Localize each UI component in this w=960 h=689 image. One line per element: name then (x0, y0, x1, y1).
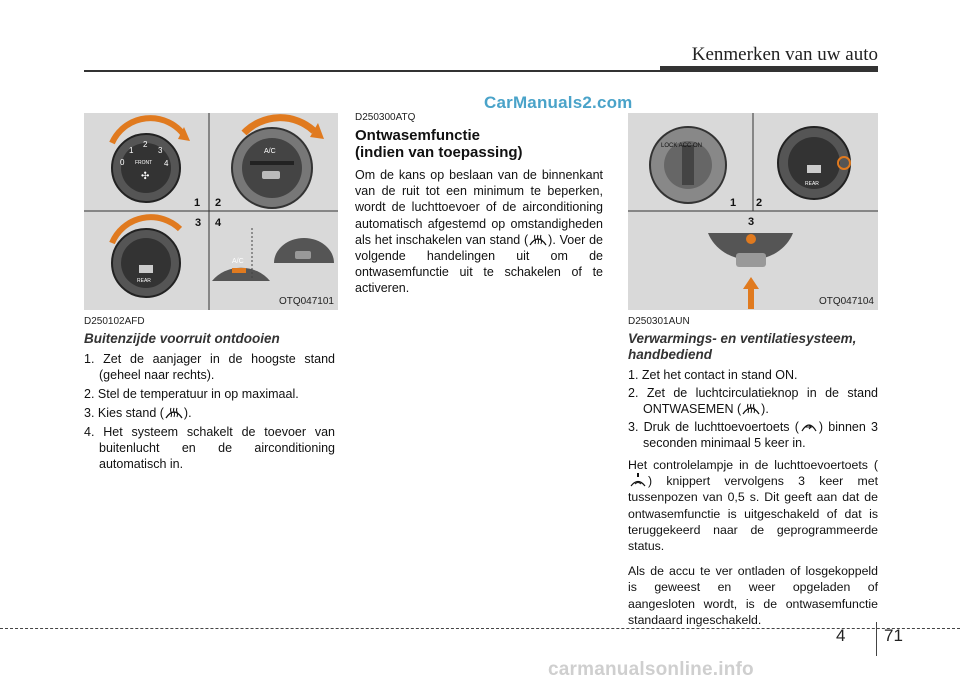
section-code: D250301AUN (628, 316, 690, 327)
rear-label: REAR (805, 181, 819, 187)
paragraph-text: ). Voer de volgende handelingen uit om de ontwasemfunctie uit te schakelen of te activeren. (355, 232, 603, 296)
marker-2: 2 (756, 197, 763, 209)
marker-4: 4 (215, 217, 222, 229)
paragraph-text: ) knippert vervolgens 3 keer met tussenpozen van 0,5 s. Dit geeft aan dat de ontwasemfunctie is uitgeschakeld of dat is teruggekeerd naar de geprogrammeerde status. (628, 474, 878, 554)
fresh-air-intake-icon (799, 419, 819, 434)
chapter-number: 4 (836, 626, 846, 645)
page-separator (876, 622, 877, 656)
list-item: 2. Stel de temperatuur in op maximaal. (84, 387, 299, 401)
marker-1: 1 (194, 197, 201, 209)
list-item: 1. Zet het contact in stand ON. (628, 368, 798, 382)
footer-rule (0, 628, 960, 629)
paragraph (355, 167, 603, 297)
dial-number: 3 (158, 146, 163, 155)
list-item-text: 3. Druk de luchttoevoertoets ( (628, 420, 799, 434)
dial-number: 4 (164, 159, 169, 168)
section-heading: Buitenzijde voorruit ontdooien (84, 331, 280, 346)
list-item-text: ). (761, 402, 769, 416)
middle-column (355, 112, 603, 297)
list-item: 1. Zet de aanjager in de hoogste stand (geheel naar rechts). (84, 352, 335, 382)
recirculation-icon (628, 473, 648, 488)
figure-id: OTQ047104 (818, 296, 874, 307)
windshield-defrost-icon (164, 405, 184, 420)
dial-number: 0 (120, 158, 125, 167)
right-column (628, 316, 878, 628)
page-number: 71 (884, 626, 903, 645)
marker-2: 2 (215, 197, 222, 209)
svg-text:✣: ✣ (141, 171, 150, 182)
windshield-defrost-icon (741, 401, 761, 416)
watermark-top: CarManuals2.com (484, 93, 633, 112)
paragraph-text: Het controlelampje in de luchttoevoertoets ( (628, 458, 878, 472)
ac-label: A/C (264, 148, 276, 155)
dial-label: FRONT (135, 160, 153, 166)
figure-left (84, 113, 338, 310)
marker-3: 3 (748, 216, 755, 228)
list-item (628, 419, 878, 451)
list-item-text: ). (183, 406, 192, 420)
ignition-text: LOCK ACC ON (661, 143, 703, 149)
section-code: D250102AFD (84, 316, 145, 327)
list-item (84, 405, 335, 421)
figure-id: OTQ047101 (278, 296, 334, 307)
rear-label: REAR (137, 278, 151, 284)
ac-button-label: A/C (232, 258, 244, 265)
marker-3: 3 (195, 217, 202, 229)
figure-right (628, 113, 878, 310)
section-heading: Verwarmings- en ventilatiesysteem, handbediend (628, 331, 857, 362)
dial-number: 1 (129, 146, 134, 155)
hvac-controls-illustration (84, 113, 338, 310)
paragraph-text: Om de kans op beslaan van de binnenkant van de ruit tot een minimum te beperken, wordt de luchttoevoer of de airconditioning automatisch afgestemd op omstandigheden als het inschakelen van stand ( (355, 168, 603, 247)
list-item-text: 2. Zet de luchtcirculatieknop in de stand ONTWASEMEN ( (628, 386, 878, 416)
list-item (628, 385, 878, 417)
paragraph (628, 457, 878, 554)
section-code: D250300ATQ (355, 112, 416, 123)
manual-hvac-illustration (628, 113, 878, 310)
windshield-defrost-icon (528, 232, 548, 247)
watermark-bottom: carmanualsonline.info (548, 659, 754, 680)
dial-number: 2 (143, 140, 148, 149)
list-item: 4. Het systeem schakelt de toevoer van buitenlucht en de airconditioning automatisch in. (84, 425, 335, 471)
paragraph: Als de accu te ver ontladen of losgekoppeld is geweest en weer opgeladen of aangesloten wordt, is de ontwasemfunctie standaard ingeschakeld. (628, 564, 878, 627)
marker-1: 1 (730, 197, 737, 209)
list-item-text: 3. Kies stand ( (84, 406, 164, 420)
header-rule (84, 70, 878, 72)
left-column (84, 316, 335, 472)
header-title: Kenmerken van uw auto (691, 44, 878, 65)
section-heading: Ontwasemfunctie (indien van toepassing) (355, 127, 523, 161)
list-item-text: ) binnen 3 seconden minimaal 5 keer in. (643, 420, 878, 450)
